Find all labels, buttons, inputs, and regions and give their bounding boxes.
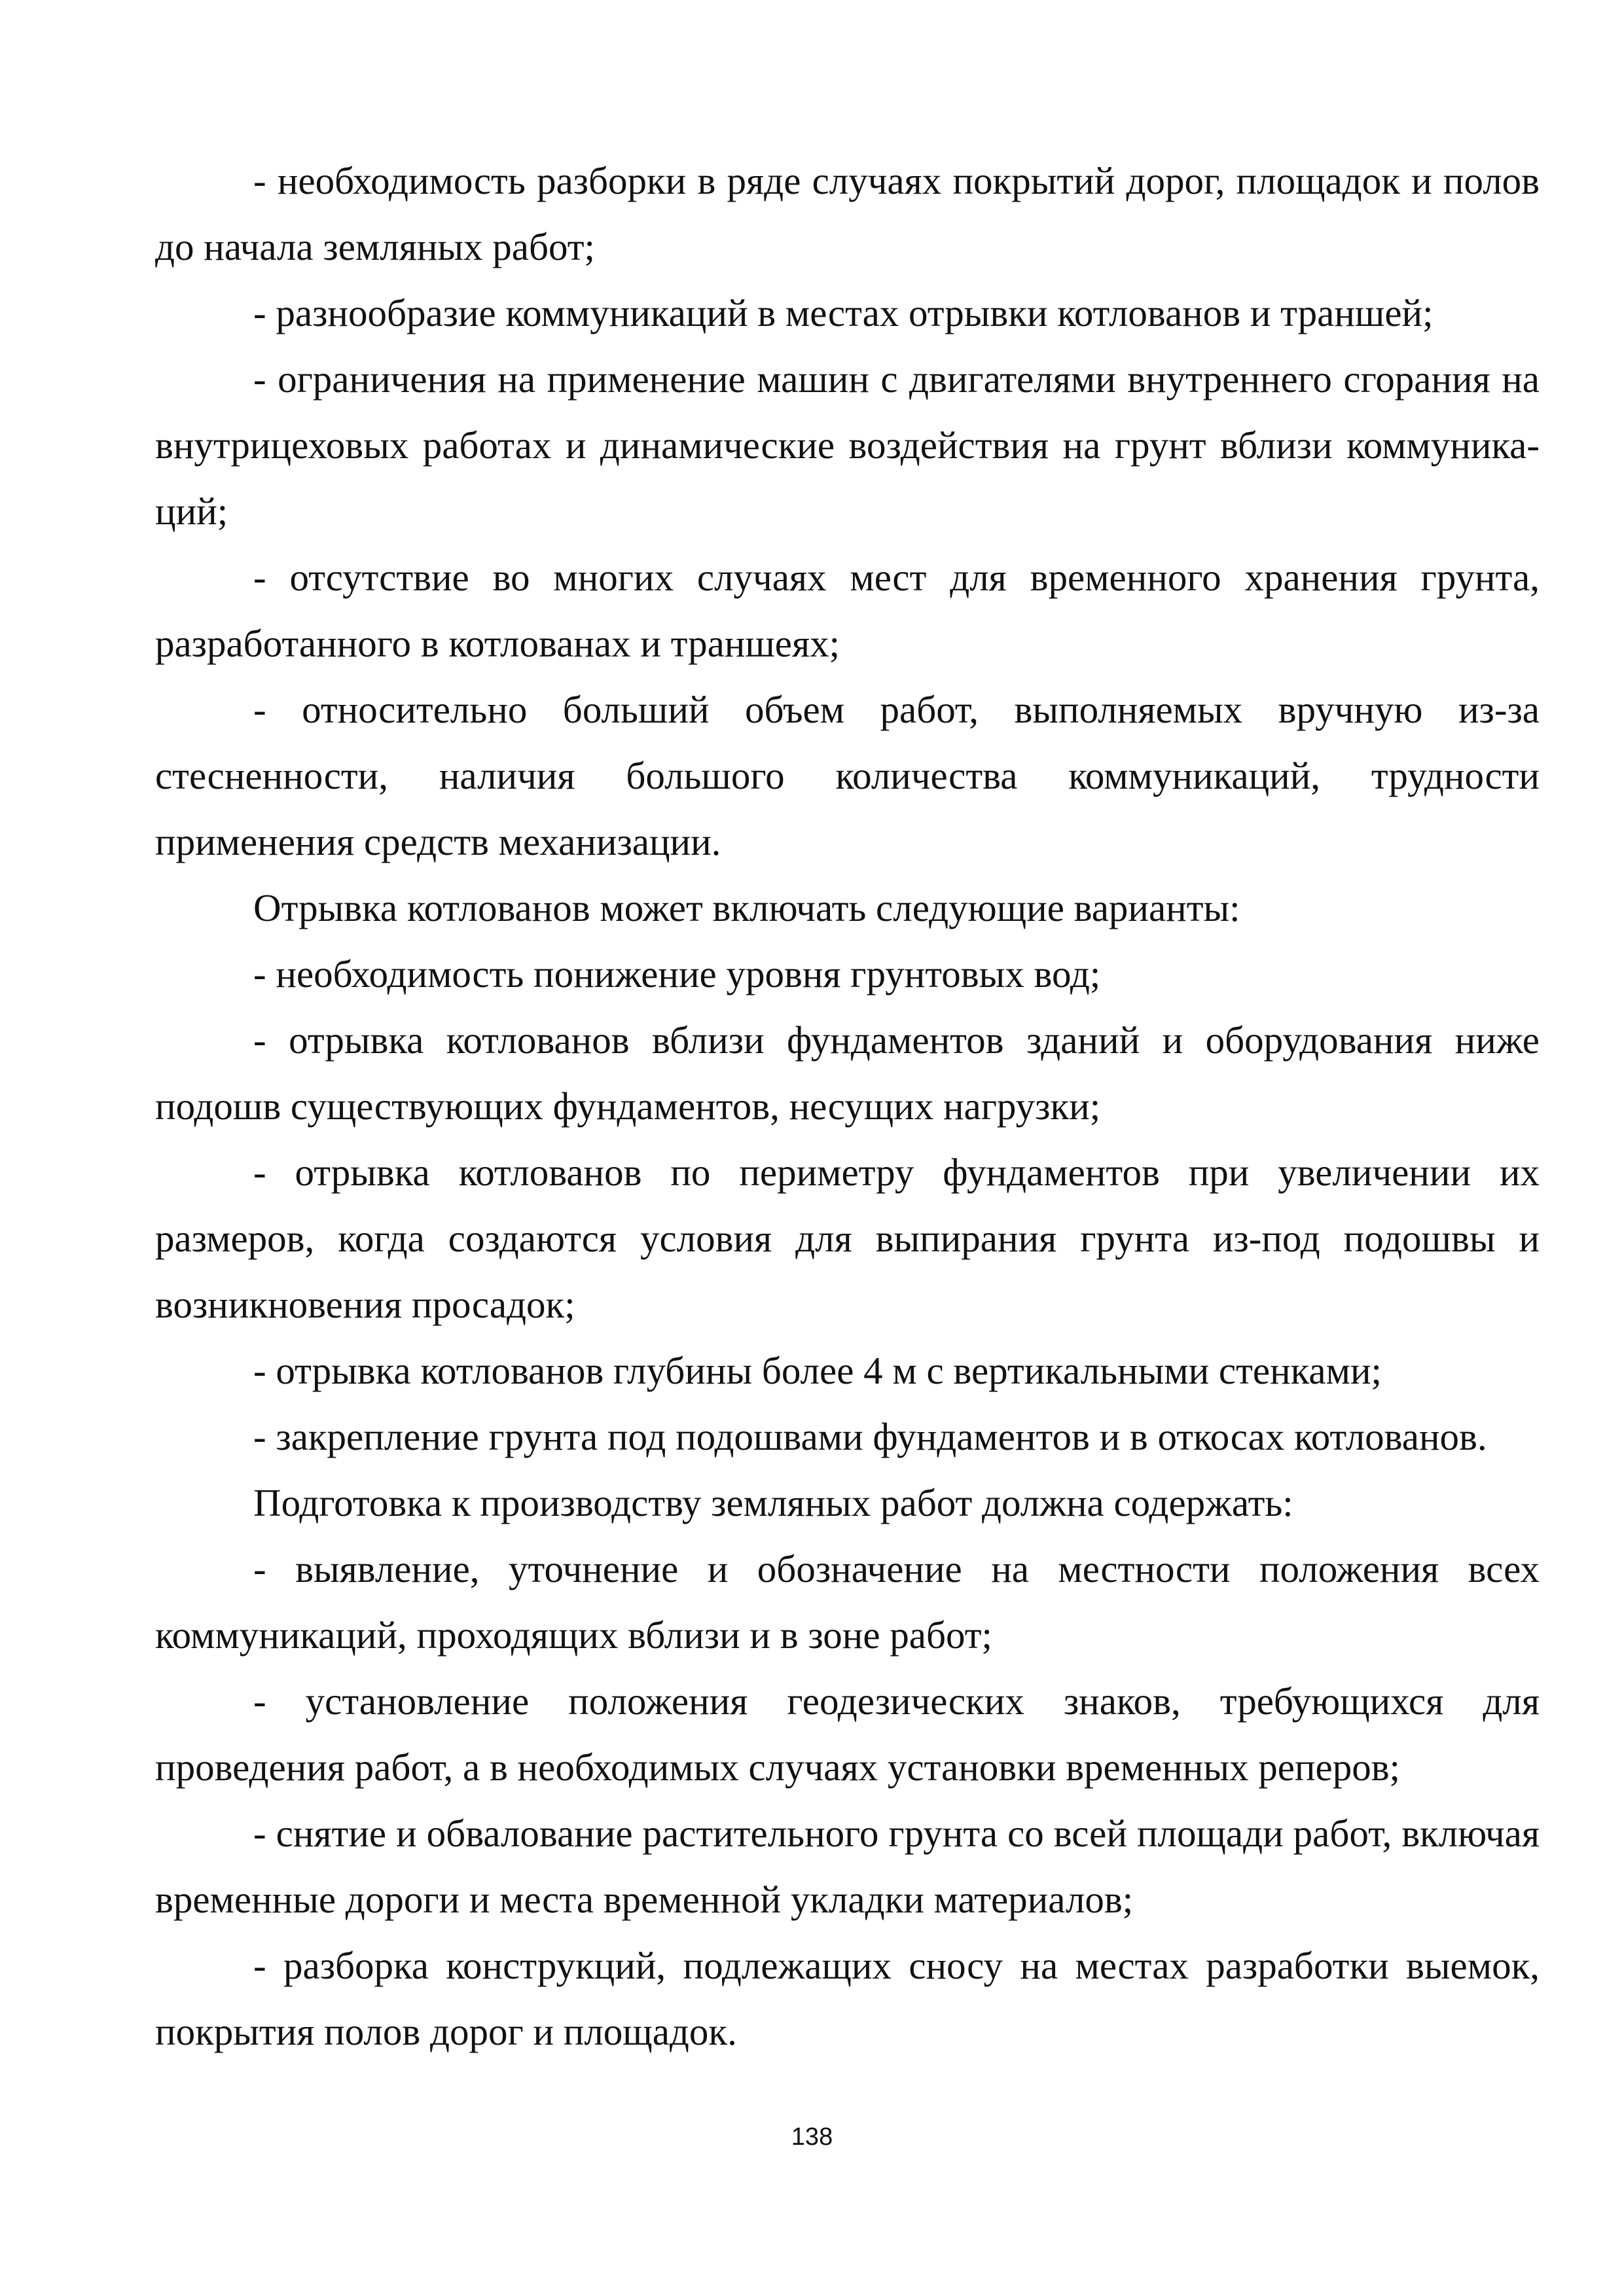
paragraph-15: - снятие и обвалование растительного грунта со всей площади работ, включая временные дороги и места временной укладки материалов; bbox=[155, 1812, 1540, 1921]
paragraph-2: - разнообразие коммуникаций в местах отрывки котлованов и траншей; bbox=[253, 291, 1434, 334]
paragraph-1: - необходимость разборки в ряде случаях покрытий дорог, площадок и полов до начала земляных работ; bbox=[155, 159, 1540, 268]
paragraph-7: - необходимость понижение уровня грунтовых вод; bbox=[253, 952, 1101, 996]
paragraph-3: - ограничения на применение машин с двигателями внутреннего сгорания на внутрицеховых работах и динамические воздействия на грунт вблизи коммуника-ций; bbox=[155, 357, 1540, 533]
paragraph-4: - отсутствие во многих случаях мест для временного хранения грунта, разработанного в котлованах и траншеях; bbox=[155, 556, 1540, 665]
page-number: 138 bbox=[791, 2123, 833, 2151]
paragraph-13: - выявление, уточнение и обозначение на местности положения всех коммуникаций, проходящих вблизи и в зоне работ; bbox=[155, 1547, 1540, 1657]
paragraph-8: - отрывка котлованов вблизи фундаментов зданий и оборудования ниже подошв существующих фундаментов, несущих нагрузки; bbox=[155, 1018, 1540, 1128]
body-text bbox=[155, 148, 1540, 2065]
paragraph-12: Подготовка к производству земляных работ должна содержать: bbox=[253, 1481, 1293, 1524]
paragraph-14: - установление положения геодезических знаков, требующихся для проведения работ, а в необходимых случаях установки временных реперов; bbox=[155, 1679, 1540, 1789]
paragraph-5: - относительно больший объем работ, выполняемых вручную из-за стесненности, наличия большого количества коммуникаций, трудности применения средств механизации. bbox=[155, 688, 1540, 863]
paragraph-6: Отрывка котлованов может включать следующие варианты: bbox=[253, 886, 1240, 929]
paragraph-16: - разборка конструкций, подлежащих сносу на местах разработки выемок, покрытия полов дорог и площадок. bbox=[155, 1944, 1540, 2053]
paragraph-10: - отрывка котлованов глубины более 4 м с вертикальными стенками; bbox=[253, 1349, 1382, 1392]
paragraph-9: - отрывка котлованов по периметру фундаментов при увеличении их размеров, когда создаются условия для выпирания грунта из-под подошвы и возникновения просадок; bbox=[155, 1151, 1540, 1326]
paragraph-11: - закрепление грунта под подошвами фундаментов и в откосах котлованов. bbox=[253, 1415, 1487, 1458]
